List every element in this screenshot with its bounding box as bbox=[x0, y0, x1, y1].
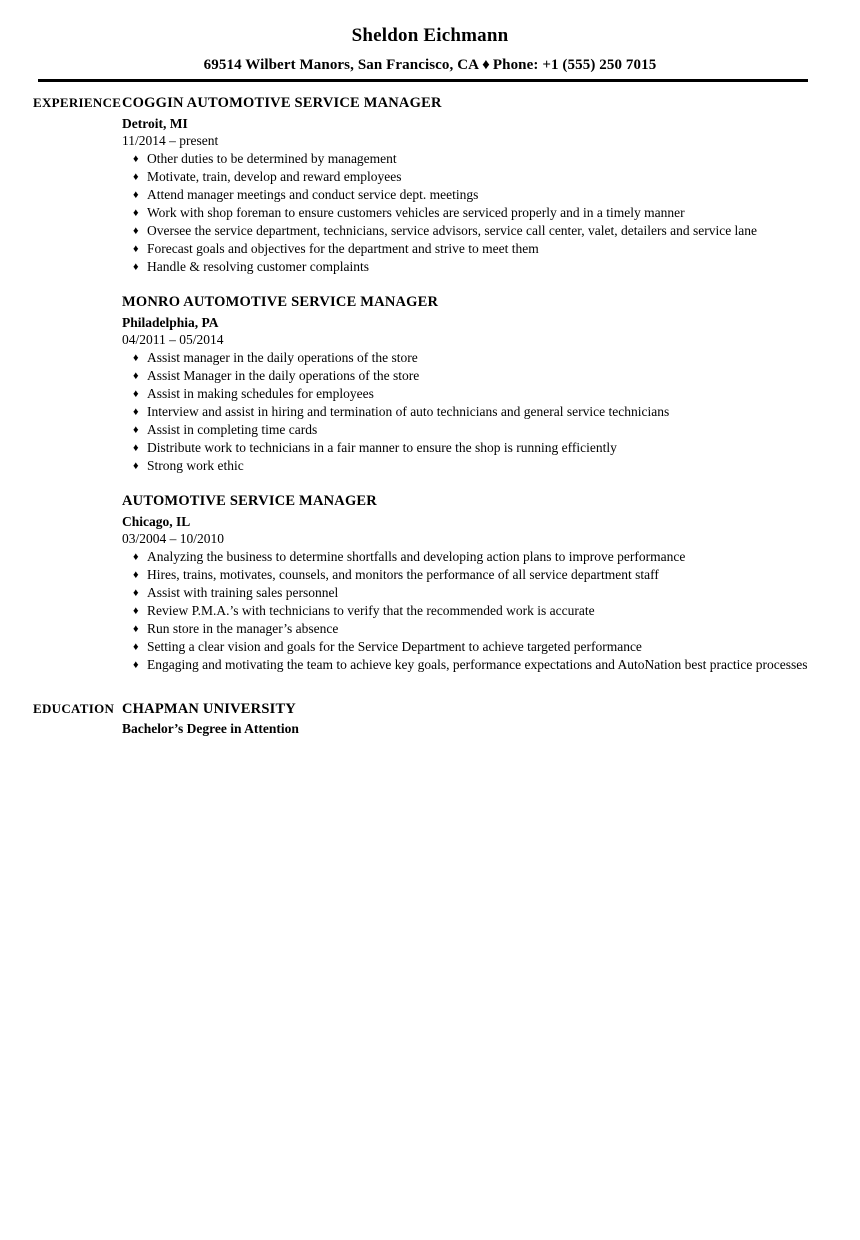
contact-address: 69514 Wilbert Manors, San Francisco, CA bbox=[203, 57, 480, 73]
bullet-diamond-icon: ♦ bbox=[133, 406, 139, 418]
responsibility-item bbox=[122, 638, 842, 656]
bullet-diamond-icon: ♦ bbox=[133, 623, 139, 635]
responsibility-item bbox=[122, 240, 842, 258]
section-label-experience: EXPERIENCE bbox=[33, 95, 122, 110]
degree-name: Bachelor’s Degree in Attention bbox=[122, 721, 299, 736]
bullet-diamond-icon: ♦ bbox=[133, 189, 139, 201]
responsibility-text: Other duties to be determined by management bbox=[147, 151, 397, 166]
contact-line bbox=[0, 56, 860, 74]
responsibility-item bbox=[122, 168, 842, 186]
responsibility-text: Forecast goals and objectives for the department and strive to meet them bbox=[147, 241, 539, 256]
bullet-diamond-icon: ♦ bbox=[133, 153, 139, 165]
section-label-education: EDUCATION bbox=[33, 701, 115, 716]
responsibility-item bbox=[122, 403, 842, 421]
bullet-diamond-icon: ♦ bbox=[133, 261, 139, 273]
responsibility-text: Oversee the service department, technicians, service advisors, service call center, valet, detailers and service lane bbox=[147, 223, 758, 238]
responsibility-text: Interview and assist in hiring and termination of auto technicians and general service technicians bbox=[147, 404, 670, 419]
responsibility-text: Assist manager in the daily operations of the store bbox=[147, 350, 418, 365]
bullet-diamond-icon: ♦ bbox=[133, 352, 139, 364]
responsibility-text: Engaging and motivating the team to achieve key goals, performance expectations and AutoNation best practice processes bbox=[147, 657, 808, 672]
bullet-diamond-icon: ♦ bbox=[133, 207, 139, 219]
responsibility-text: Attend manager meetings and conduct service dept. meetings bbox=[147, 187, 479, 202]
job-title: AUTOMOTIVE SERVICE MANAGER bbox=[122, 493, 377, 509]
responsibility-text: Setting a clear vision and goals for the Service Department to achieve targeted performance bbox=[147, 639, 642, 654]
bullet-diamond-icon: ♦ bbox=[133, 641, 139, 653]
job-dates: 04/2011 – 05/2014 bbox=[122, 332, 224, 347]
bullet-diamond-icon: ♦ bbox=[133, 225, 139, 237]
responsibility-text: Run store in the manager’s absence bbox=[147, 621, 339, 636]
responsibility-list bbox=[122, 548, 842, 674]
responsibility-item bbox=[122, 421, 842, 439]
job-dates: 03/2004 – 10/2010 bbox=[122, 531, 225, 546]
bullet-diamond-icon: ♦ bbox=[133, 551, 139, 563]
bullet-diamond-icon: ♦ bbox=[133, 442, 139, 454]
candidate-name: Sheldon Eichmann bbox=[351, 25, 509, 46]
job-title: COGGIN AUTOMOTIVE SERVICE MANAGER bbox=[122, 95, 442, 111]
bullet-diamond-icon: ♦ bbox=[133, 569, 139, 581]
bullet-diamond-icon: ♦ bbox=[133, 388, 139, 400]
job-location: Detroit, MI bbox=[122, 116, 188, 131]
job-location: Chicago, IL bbox=[122, 514, 191, 529]
bullet-diamond-icon: ♦ bbox=[133, 605, 139, 617]
bullet-diamond-icon: ♦ bbox=[133, 171, 139, 183]
responsibility-text: Motivate, train, develop and reward employees bbox=[147, 169, 402, 184]
experience-entry bbox=[122, 293, 842, 475]
responsibility-item bbox=[122, 548, 842, 566]
responsibility-text: Distribute work to technicians in a fair manner to ensure the shop is running efficiently bbox=[147, 440, 617, 455]
responsibility-item bbox=[122, 457, 842, 475]
responsibility-item bbox=[122, 584, 842, 602]
bullet-diamond-icon: ♦ bbox=[133, 424, 139, 436]
job-location: Philadelphia, PA bbox=[122, 315, 219, 330]
header-divider bbox=[38, 79, 808, 82]
school-name: CHAPMAN UNIVERSITY bbox=[122, 701, 296, 717]
responsibility-list bbox=[122, 150, 842, 276]
responsibility-item bbox=[122, 150, 842, 168]
responsibility-item bbox=[122, 186, 842, 204]
responsibility-item bbox=[122, 566, 842, 584]
job-title: MONRO AUTOMOTIVE SERVICE MANAGER bbox=[122, 294, 439, 310]
responsibility-item bbox=[122, 602, 842, 620]
resume-header bbox=[0, 0, 860, 82]
education-section bbox=[0, 700, 860, 738]
responsibility-item bbox=[122, 385, 842, 403]
contact-phone: Phone: +1 (555) 250 7015 bbox=[492, 57, 657, 73]
bullet-diamond-icon: ♦ bbox=[133, 659, 139, 671]
diamond-separator-icon: ♦ bbox=[482, 57, 490, 73]
responsibility-text: Review P.M.A.’s with technicians to verify that the recommended work is accurate bbox=[147, 603, 595, 618]
bullet-diamond-icon: ♦ bbox=[133, 243, 139, 255]
responsibility-text: Assist in completing time cards bbox=[147, 422, 318, 437]
experience-entry bbox=[122, 492, 842, 674]
responsibility-item bbox=[122, 367, 842, 385]
experience-entries bbox=[122, 94, 860, 674]
job-dates: 11/2014 – present bbox=[122, 133, 219, 148]
bullet-diamond-icon: ♦ bbox=[133, 370, 139, 382]
bullet-diamond-icon: ♦ bbox=[133, 587, 139, 599]
responsibility-text: Analyzing the business to determine shortfalls and developing action plans to improve performance bbox=[147, 549, 686, 564]
responsibility-item bbox=[122, 258, 842, 276]
responsibility-text: Work with shop foreman to ensure customers vehicles are serviced properly and in a timely manner bbox=[147, 205, 685, 220]
responsibility-item bbox=[122, 620, 842, 638]
bullet-diamond-icon: ♦ bbox=[133, 460, 139, 472]
education-entries bbox=[122, 700, 860, 738]
experience-section bbox=[0, 94, 860, 674]
responsibility-text: Hires, trains, motivates, counsels, and monitors the performance of all service department staff bbox=[147, 567, 659, 582]
responsibility-text: Assist with training sales personnel bbox=[147, 585, 339, 600]
responsibility-list bbox=[122, 349, 842, 475]
responsibility-text: Assist Manager in the daily operations of the store bbox=[147, 368, 420, 383]
responsibility-text: Assist in making schedules for employees bbox=[147, 386, 374, 401]
education-entry bbox=[122, 700, 842, 738]
responsibility-text: Handle & resolving customer complaints bbox=[147, 259, 369, 274]
responsibility-item bbox=[122, 656, 842, 674]
responsibility-item bbox=[122, 222, 842, 240]
responsibility-text: Strong work ethic bbox=[147, 458, 244, 473]
responsibility-item bbox=[122, 349, 842, 367]
responsibility-item bbox=[122, 204, 842, 222]
responsibility-item bbox=[122, 439, 842, 457]
experience-entry bbox=[122, 94, 842, 276]
